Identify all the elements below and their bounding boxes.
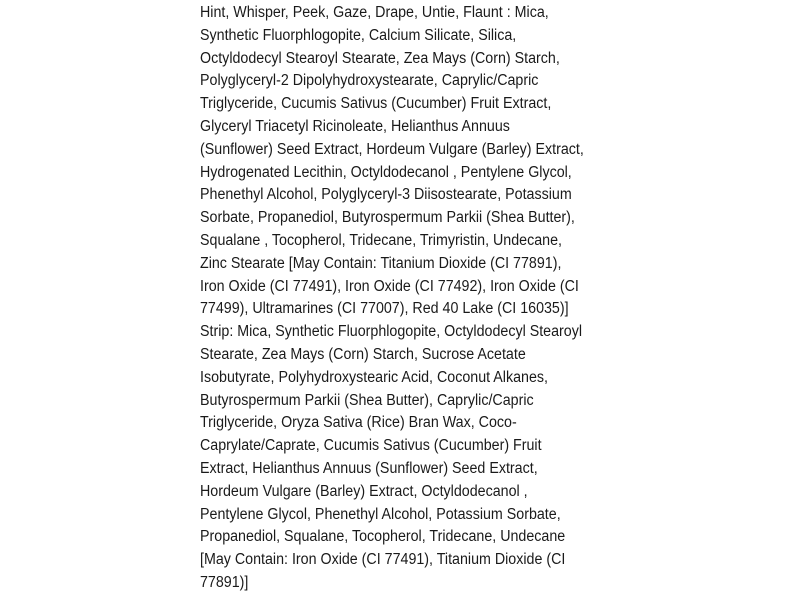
ingredients-line: Hint, Whisper, Peek, Gaze, Drape, Untie, Flaunt : Mica, [200,4,549,21]
ingredients-line: Polyglyceryl-2 Dipolyhydroxystearate, Caprylic/Capric [200,72,539,90]
ingredients-line: (Sunflower) Seed Extract, Hordeum Vulgare (Barley) Extract, [200,140,584,158]
ingredients-line: Strip: Mica, Synthetic Fluorphlogopite, Octyldodecyl Stearoyl [200,323,583,341]
ingredients-line: Phenethyl Alcohol, Polyglyceryl-3 Diisostearate, Potassium [200,186,572,204]
ingredients-line: Butyrospermum Parkii (Shea Butter), Caprylic/Capric [200,391,534,409]
ingredients-text [200,2,586,595]
ingredients-line: 77891)] [200,573,249,591]
ingredients-line: [May Contain: Iron Oxide (CI 77491), Titanium Dioxide (CI [200,551,566,569]
ingredients-line: Iron Oxide (CI 77491), Iron Oxide (CI 77492), Iron Oxide (CI [200,277,579,295]
ingredients-line: Triglyceride, Cucumis Sativus (Cucumber) Fruit Extract, [200,95,552,113]
ingredients-line: Propanediol, Squalane, Tocopherol, Tridecane, Undecane [200,528,566,546]
ingredients-line: Sorbate, Propanediol, Butyrospermum Parkii (Shea Butter), [200,209,575,227]
ingredients-line: Synthetic Fluorphlogopite, Calcium Silicate, Silica, [200,26,517,44]
ingredients-line: Caprylate/Caprate, Cucumis Sativus (Cucumber) Fruit [200,437,542,455]
ingredients-line: Pentylene Glycol, Phenethyl Alcohol, Potassium Sorbate, [200,505,561,523]
ingredients-line: Zinc Stearate [May Contain: Titanium Dioxide (CI 77891), [200,254,562,272]
ingredients-line: Squalane , Tocopherol, Tridecane, Trimyristin, Undecane, [200,231,562,249]
ingredients-line: Stearate, Zea Mays (Corn) Starch, Sucrose Acetate [200,345,526,363]
ingredients-line: Octyldodecyl Stearoyl Stearate, Zea Mays (Corn) Starch, [200,49,560,67]
ingredients-line: Isobutyrate, Polyhydroxystearic Acid, Coconut Alkanes, [200,368,548,386]
ingredients-line: 77499), Ultramarines (CI 77007), Red 40 Lake (CI 16035)] [200,300,569,318]
ingredients-line: Hordeum Vulgare (Barley) Extract, Octyldodecanol , [200,482,528,500]
ingredients-line: Hydrogenated Lecithin, Octyldodecanol , Pentylene Glycol, [200,163,572,181]
ingredients-line: Glyceryl Triacetyl Ricinoleate, Helianthus Annuus [200,117,510,135]
ingredients-line: Triglyceride, Oryza Sativa (Rice) Bran Wax, Coco- [200,414,517,432]
ingredients-line: Extract, Helianthus Annuus (Sunflower) Seed Extract, [200,459,538,477]
